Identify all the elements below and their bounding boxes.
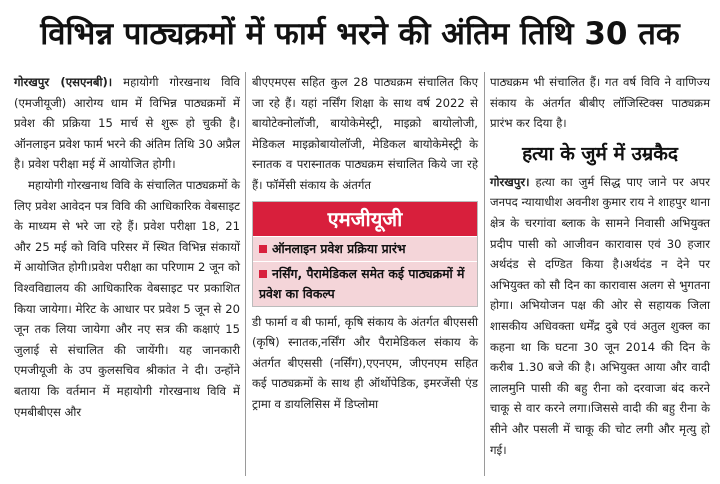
article-column-2 [252,72,478,415]
highlight-item: ऑनलाइन प्रवेश प्रक्रिया प्रारंभ [253,236,477,261]
paragraph [14,72,240,175]
highlight-box-title: एमजीयूजी [253,202,477,236]
highlight-item: नर्सिंग, पैरामेडिकल समेत कई पाठ्यक्रमों में प्रवेश का विकल्प [253,261,477,306]
paragraph: पाठ्यक्रम भी संचालित हैं। गत वर्ष विवि ने वाणिज्य संकाय के अंतर्गत बीबीए लॉजिस्टिक्स पाठ्यक्रम प्रारंभ कर दिया है। [490,75,710,131]
square-bullet-icon [259,245,267,253]
article-column-3 [490,72,710,460]
article-headline: हत्या के जुर्म में उम्रकैद [522,142,678,165]
square-bullet-icon [259,270,267,278]
paragraph-text: हत्या का जुर्म सिद्ध पाए जाने पर अपर जनपद न्यायाधीश अवनीश कुमार राय ने शाहपुर थाना क्षेत्र के चरगांवा ब्लाक के सामने निवासी अभियुक्त प्रदीप पासी को आजीवन कारावास एवं 30 हजार अर्थदंड से दण्डित किया है।अर्थदंड न देने पर अभियुक्त को सौ दिन का कारावास अलग से भुगतना होगा। अभियोजन पक्ष की ओर से सहायक जिला शासकीय अधिवक्ता धर्मेंद्र दुबे एवं अतुल शुक्ल का कहना था कि घटना 30 जून 2014 की दिन के करीब 1.30 बजे की है। अभियुक्त आया और वादी लालमुनि पासी की बहु रीना को दरवाजा बंद करने चाकू से वार करने लगा।जिससे वादी की बहु रीना के सीने और पसली में चाकू की चोट लगी और मृत्यु हो गई। [490,174,711,457]
article-column-1 [14,72,240,422]
paragraph: बीएएमएस सहित कुल 28 पाठ्यक्रम संचालित किए जा रहे हैं। यहां नर्सिंग शिक्षा के साथ वर्ष 2022 से बायोटेक्नोलॉजी, बायोकेमेस्ट्री, माइक्रो बायोलोजी, मेडिकल माइक्रोबायोलॉजी, मेडिकल बायोकेमेस्ट्री के स्नातक व परास्नातक पाठ्यक्रम संचालित किये जा रहे हैं। फॉर्मेसी संकाय के अंतर्गत [252,75,478,192]
column-divider [484,72,485,476]
dateline: गोरखपुर। [490,174,530,189]
headline: विभिन्न पाठ्यक्रमों में फार्म भरने की अंतिम तिथि 30 तक [40,16,680,52]
paragraph [490,172,710,460]
dateline: गोरखपुर (एसएनबी)। [14,75,113,89]
paragraph: महायोगी गोरखनाथ विवि के संचालित पाठ्यक्रमों के लिए प्रवेश आवेदन पत्र विवि की आधिकारिक वेबसाइट के माध्यम से भरे जा रहे हैं। प्रवेश परीक्षा 18, 21 और 25 मई को विवि परिसर में स्थित विभिन्न संकायों में आयोजित होगी।प्रवेश परीक्षा का परिणाम 2 जून को विश्वविद्यालय की आधिकारिक वेबसाइट पर प्रकाशित किया जायेगा। मेरिट के आधार पर प्रवेश 5 जून से 20 जून तक लिया जायेगा और नए सत्र की कक्षाएं 15 जुलाई से संचालित की जायेंगी। यह जानकारी एमजीयूजी के उप कुलसचिव श्रीकांत ने दी। उन्होंने बताया कि वर्तमान में महायोगी गोरखनाथ विवि में एमबीबीएस और [14,177,240,419]
highlight-box [252,201,478,307]
paragraph: डी फार्मा व बी फार्मा, कृषि संकाय के अंतर्गत बीएससी (कृषि) स्नातक,नर्सिंग और पैरामेडिकल संकाय के अंतर्गत बीएससी (नर्सिंग),एएनएम, जीएनएम सहित कई पाठ्यक्रमों के साथ ही ऑर्थोपेडिक, इमरजेंसी एंड ट्रामा व डायलिसिस में डिप्लोमा [252,314,478,411]
paragraph-text: महायोगी गोरखनाथ विवि (एमजीयूजी) आरोग्य धाम में विभिन्न पाठ्यक्रमों में प्रवेश की प्रक्रिया 15 मार्च से शुरू हो चुकी है। ऑनलाइन प्रवेश फार्म भरने की अंतिम तिथि 30 अप्रैल है। प्रवेश परीक्षा मई में आयोजित होगी। [14,75,240,172]
column-divider [245,72,246,476]
